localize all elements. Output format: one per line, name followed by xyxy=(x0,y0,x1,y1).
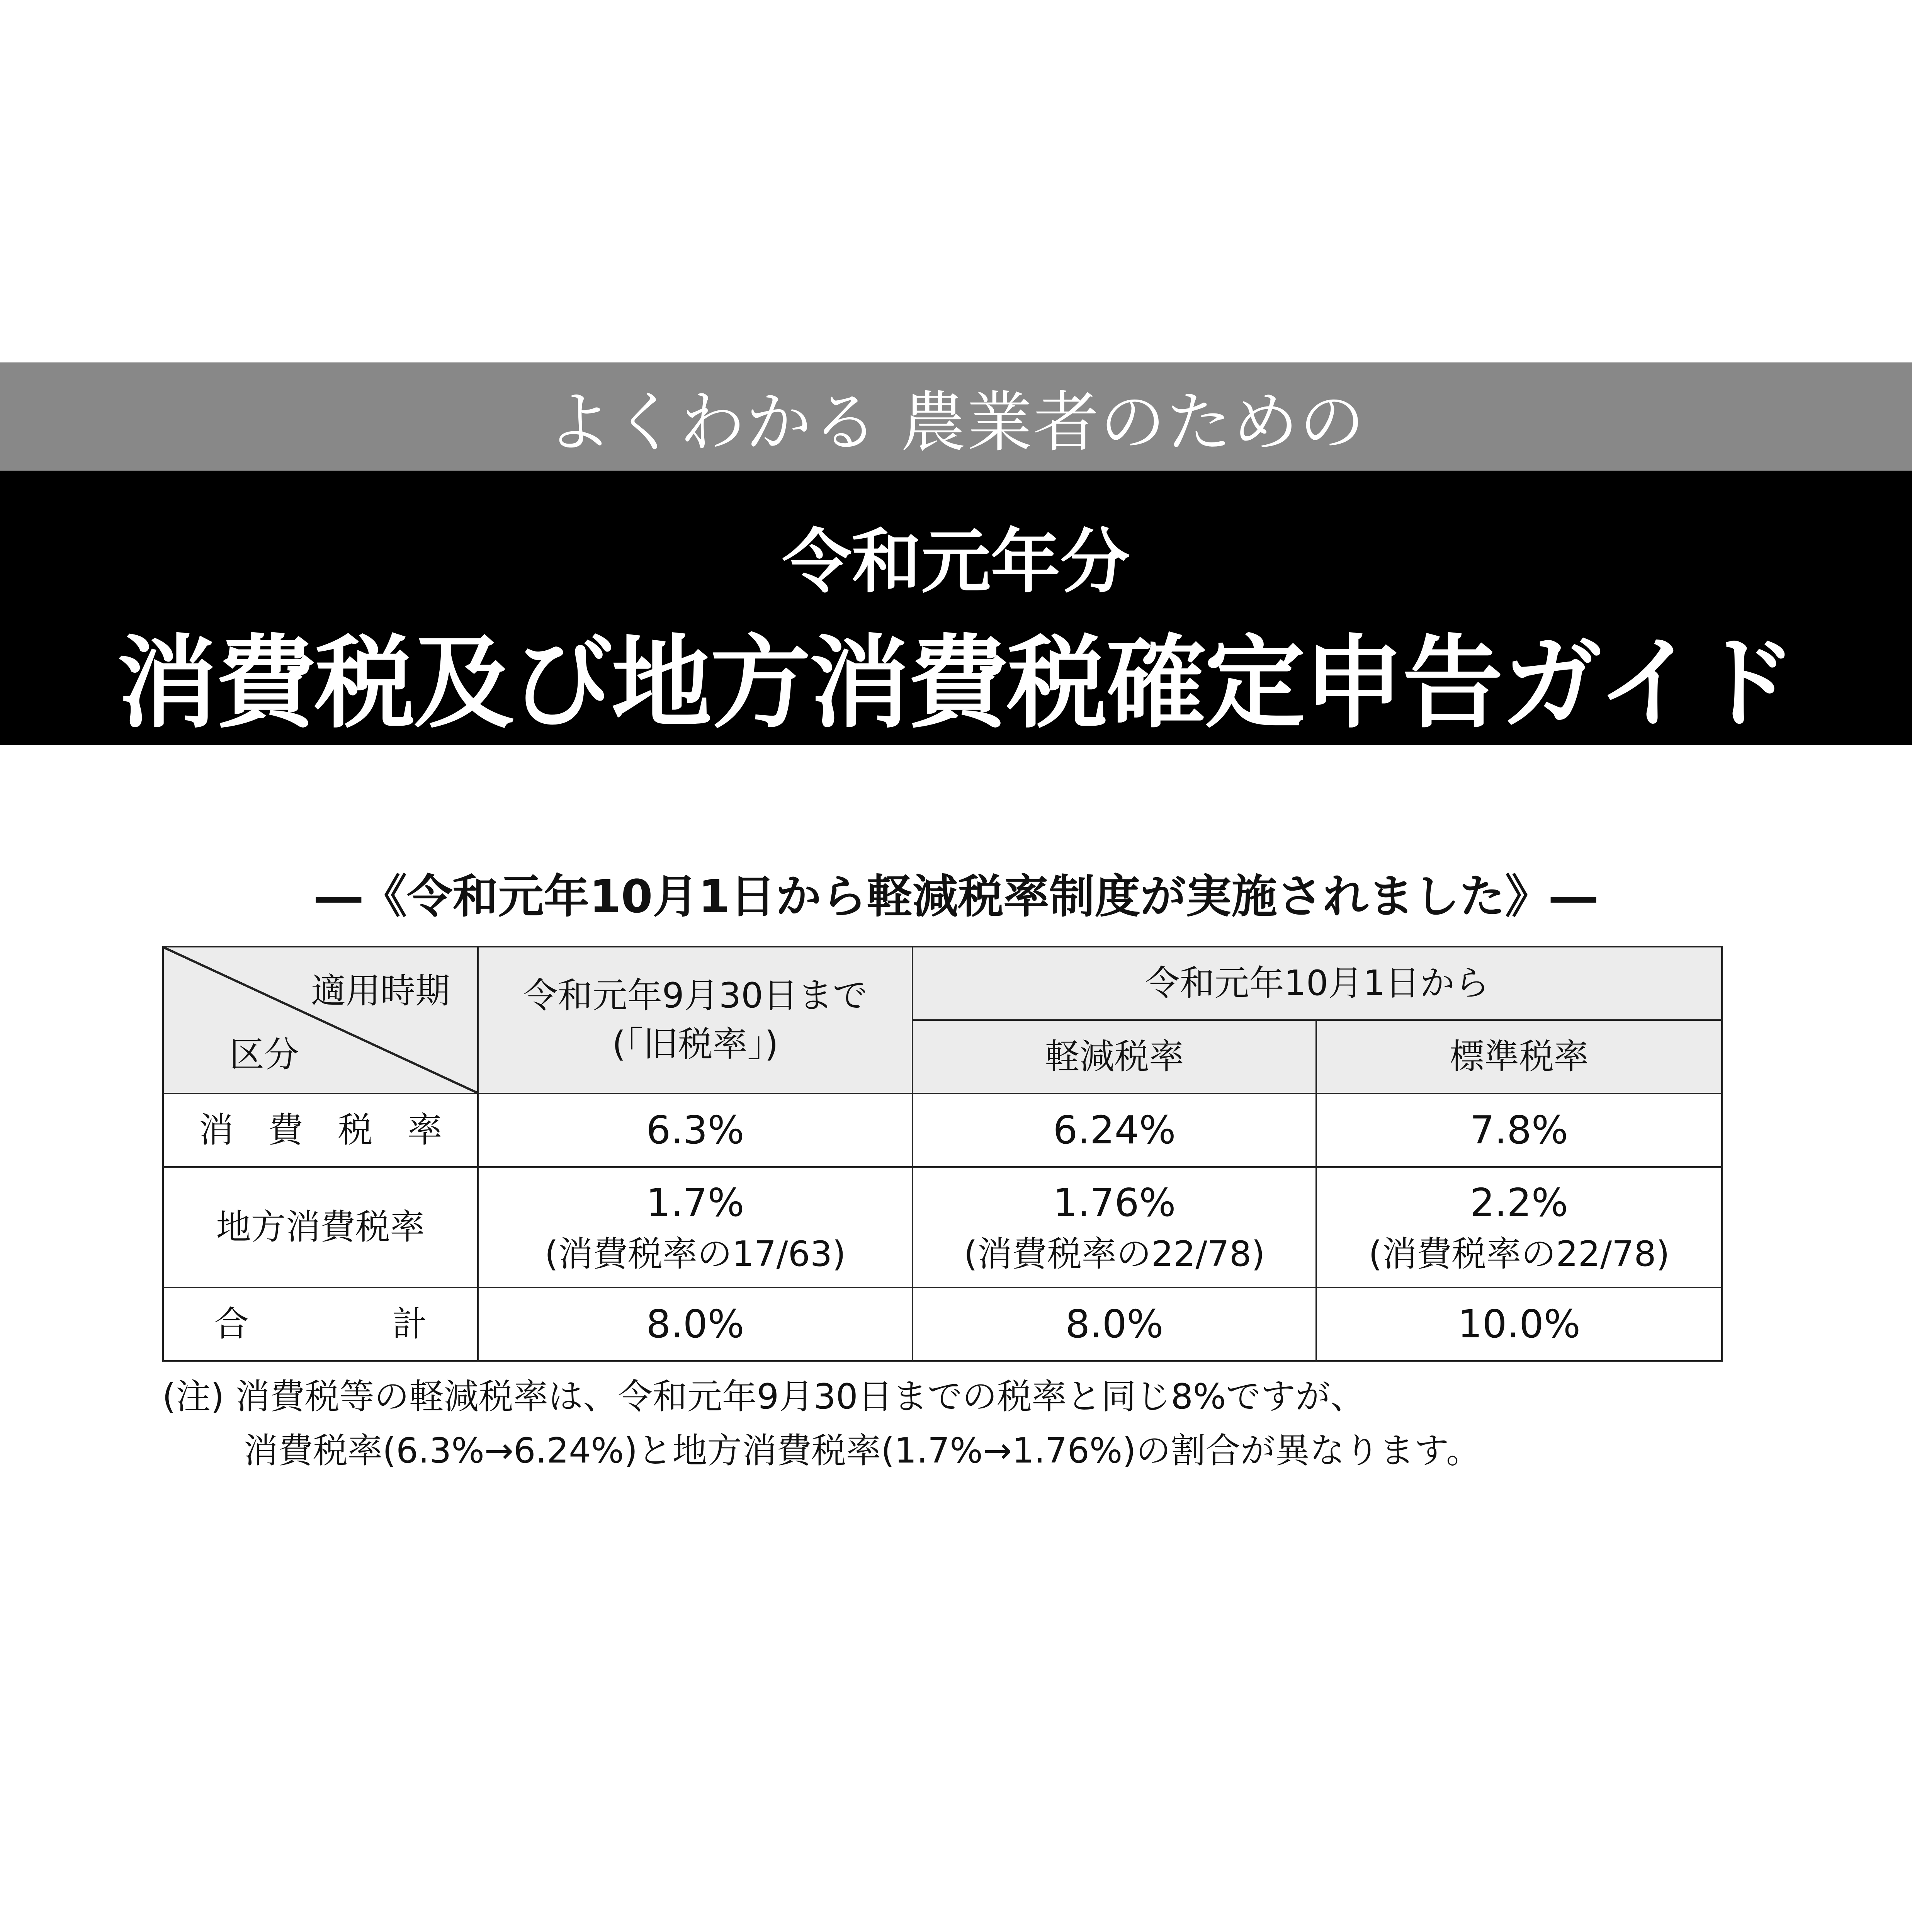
corner-period-label: 適用時期 xyxy=(311,971,450,1011)
table-row: 消費税率 6.3% 6.24% 7.8% xyxy=(163,1094,1722,1167)
footnote-line-1: (注) 消費税等の軽減税率は、令和元年9月30日までの税率と同じ8%ですが、 xyxy=(162,1376,1365,1417)
page-title: 消費税及び地方消費税確定申告ガイド xyxy=(117,625,1795,742)
table-row: 地方消費税率 1.7% (消費税率の17/63) 1.76% (消費税率の22/78) 2.2% (消費税率の22/78) xyxy=(163,1167,1722,1287)
old-period-header: 令和元年9月30日まで (「旧税率」) xyxy=(478,947,913,1094)
row-label: 合 計 xyxy=(163,1287,478,1361)
reduced-rate-header: 軽減税率 xyxy=(913,1020,1316,1094)
table-row: 合 計 8.0% 8.0% 10.0% xyxy=(163,1287,1722,1361)
footnote-line-2: 消費税率(6.3%→6.24%)と地方消費税率(1.7%→1.76%)の割合が異なります。 xyxy=(243,1430,1481,1471)
corner-category-label: 区分 xyxy=(229,1034,299,1075)
row-label: 消費税率 xyxy=(163,1094,478,1167)
tagline-band xyxy=(0,362,1912,471)
tagline: よくわかる 農業者のための xyxy=(546,384,1366,461)
notice-heading: ―《令和元年10月1日から軽減税率制度が実施されました》― xyxy=(316,870,1596,923)
year-heading: 令和元年分 xyxy=(782,522,1130,602)
new-period-header: 令和元年10月1日から xyxy=(913,947,1722,1020)
tax-rate-table xyxy=(162,946,1723,1362)
row-label: 地方消費税率 xyxy=(163,1167,478,1287)
footnote xyxy=(162,1370,1481,1478)
standard-rate-header: 標準税率 xyxy=(1316,1020,1722,1094)
table-corner-cell xyxy=(163,947,478,1094)
